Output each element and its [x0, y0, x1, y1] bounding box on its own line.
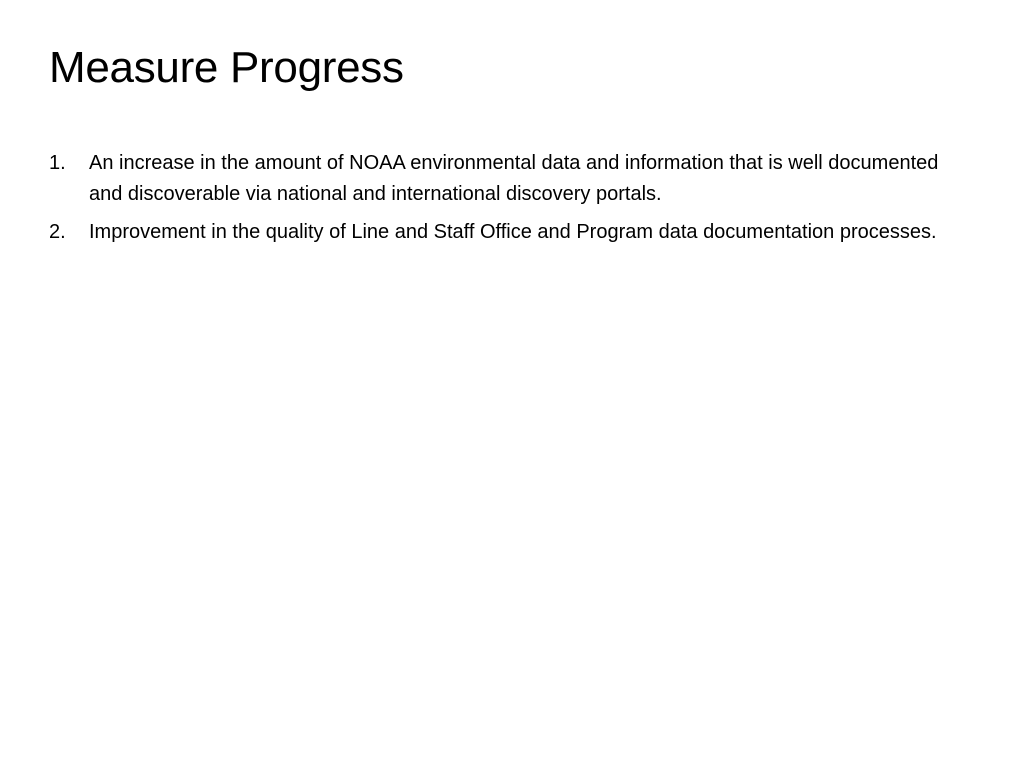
numbered-list — [49, 148, 969, 255]
list-item-number: 1. — [49, 152, 66, 174]
slide-title: Measure Progress — [49, 43, 404, 92]
list-item — [49, 148, 969, 210]
list-item-text: Improvement in the quality of Line and Staff Office and Program data documentation processes. — [89, 221, 937, 243]
list-item-text: An increase in the amount of NOAA environmental data and information that is well documented and discoverable via national and international discovery portals. — [89, 152, 939, 205]
list-item — [49, 217, 969, 248]
list-item-number: 2. — [49, 221, 66, 243]
